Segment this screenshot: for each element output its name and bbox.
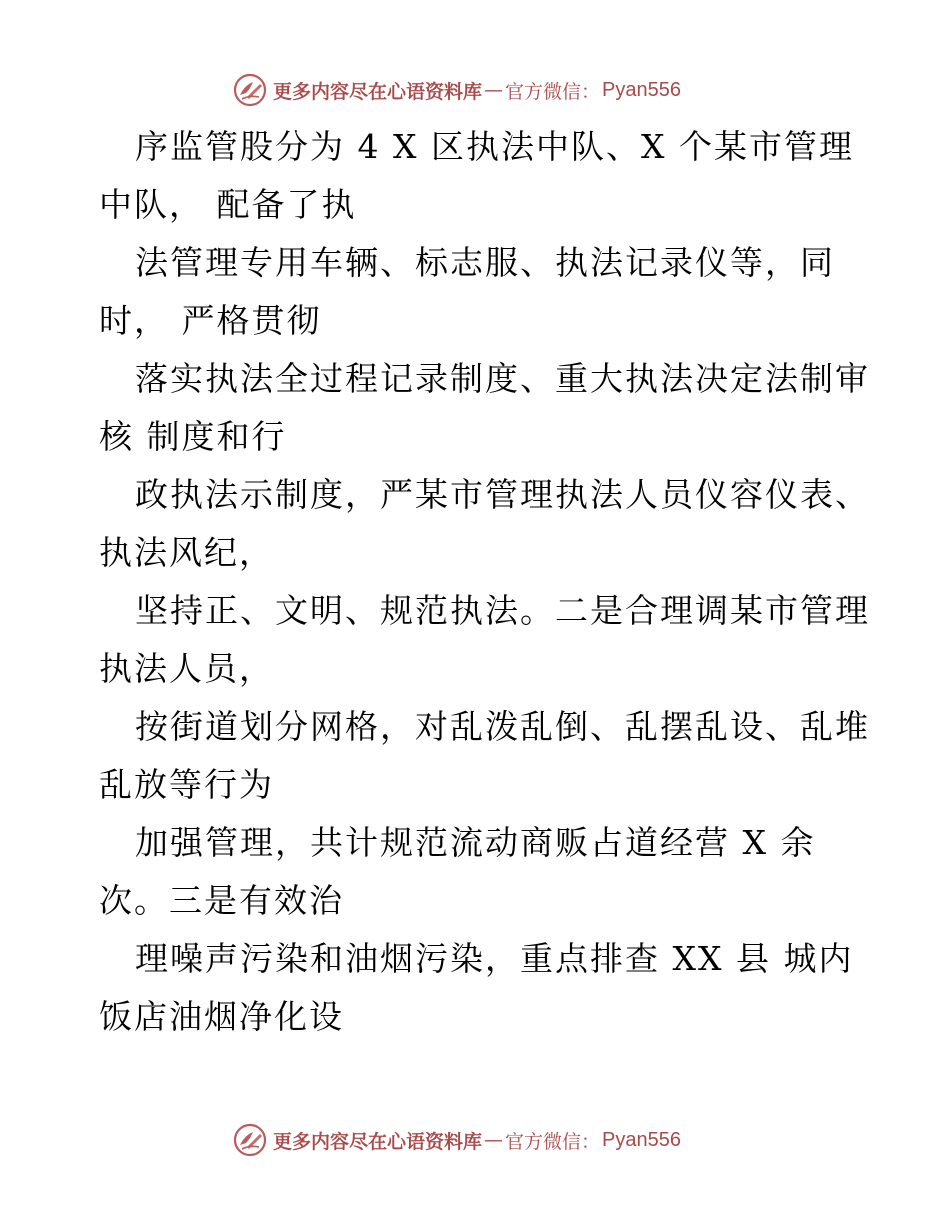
footer-banner-text: 更多内容尽在心语资料库 — [273, 1130, 483, 1153]
header-banner — [233, 72, 681, 108]
text-line: 时， 严格贯彻 — [99, 301, 322, 340]
header-wechat-label: 官方微信： — [505, 80, 601, 103]
text-line: 落实执法全过程记录制度、重大执法决定法制审 — [135, 359, 870, 398]
book-logo-icon — [233, 73, 267, 107]
header-separator: — — [484, 79, 504, 101]
footer-wechat-id: Pyan556 — [602, 1128, 681, 1151]
text-line: 加强管理，共计规范流动商贩占道经营 X 余 — [135, 823, 816, 862]
text-line: 核 制度和行 — [99, 417, 287, 456]
text-line: 饭店油烟净化设 — [99, 997, 344, 1036]
book-logo-icon — [233, 1123, 267, 1157]
text-line: 法管理专用车辆、标志服、执法记录仪等，同 — [135, 243, 835, 282]
footer-wechat-label: 官方微信： — [505, 1130, 601, 1153]
text-line: 理噪声污染和油烟污染，重点排查 XX 县 城内 — [135, 939, 854, 978]
header-wechat-id: Pyan556 — [602, 78, 681, 101]
text-line: 中队， 配备了执 — [99, 185, 357, 224]
text-line: 乱放等行为 — [99, 765, 274, 804]
header-banner-text: 更多内容尽在心语资料库 — [273, 80, 483, 103]
footer-banner — [233, 1122, 681, 1158]
text-line: 按街道划分网格，对乱泼乱倒、乱摆乱设、乱堆 — [135, 707, 870, 746]
footer-separator: — — [484, 1129, 504, 1151]
text-line: 执法风纪， — [99, 533, 274, 572]
text-line: 序监管股分为 4 X 区执法中队、X 个某市管理 — [135, 127, 854, 166]
text-line: 执法人员， — [99, 649, 274, 688]
text-line: 次。三是有效治 — [99, 881, 344, 920]
text-line: 坚持正、文明、规范执法。二是合理调某市管理 — [135, 591, 870, 630]
text-line: 政执法示制度，严某市管理执法人员仪容仪表、 — [135, 475, 870, 514]
